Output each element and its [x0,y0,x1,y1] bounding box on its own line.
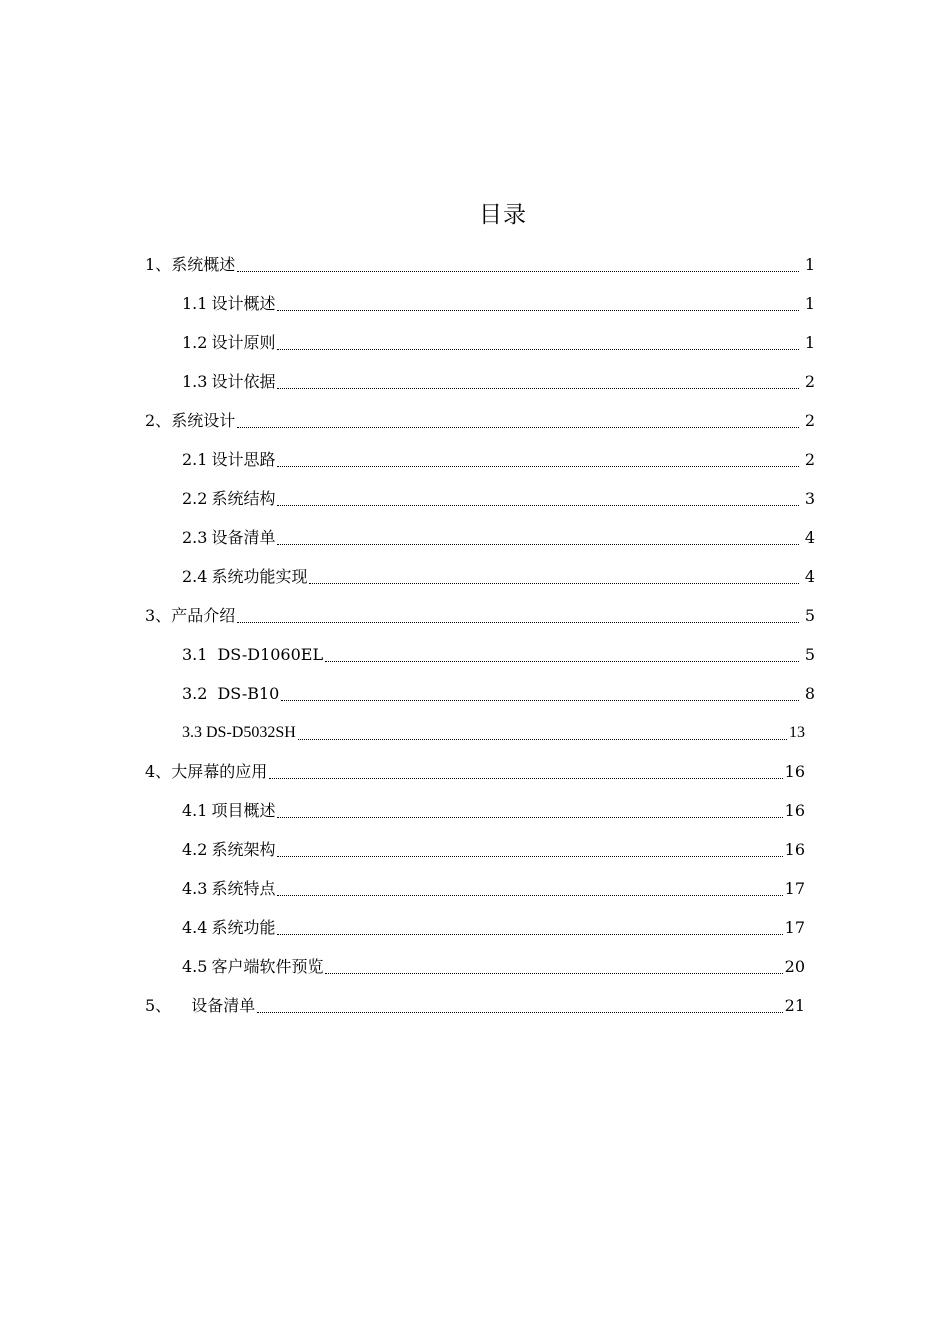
toc-dot-leader [277,388,799,389]
toc-entry[interactable] [182,877,805,901]
toc-entry-label: 设备清单 [191,996,256,1015]
toc-dot-leader [237,271,799,272]
toc-entry-page: 2 [804,450,815,469]
toc-entry-label: 系统特点 [211,879,276,898]
toc-dot-leader [237,427,799,428]
toc-entry[interactable] [182,565,815,589]
toc-entry-label: 系统功能 [211,918,276,937]
toc-entry-label: 项目概述 [211,801,276,820]
toc-entry-label: 产品介绍 [171,606,236,625]
toc-entry-label: DS-B10 [217,684,280,703]
toc-dot-leader [237,622,799,623]
toc-dot-leader [277,505,799,506]
toc-dot-leader [269,778,782,779]
toc-entry[interactable] [182,799,805,823]
toc-entry-number: 4.1 [182,801,208,820]
toc-entry[interactable] [182,838,805,862]
toc-entry[interactable] [145,253,815,277]
toc-entry[interactable] [182,721,805,745]
toc-entry-number: 2.2 [182,489,208,508]
toc-entry[interactable] [182,487,815,511]
toc-entry[interactable] [182,955,805,979]
toc-entry-label: 系统设计 [171,411,236,430]
toc-entry[interactable] [182,292,815,316]
toc-entry-number: 4.5 [182,957,208,976]
toc-entry[interactable] [182,526,815,550]
toc-dot-leader [281,700,799,701]
toc-entry-label: 系统概述 [171,255,236,274]
toc-entry-number: 3、 [145,606,172,625]
toc-dot-leader [298,739,787,740]
toc-entry-page: 17 [784,918,805,937]
toc-dot-leader [325,661,799,662]
toc-entry[interactable] [182,370,815,394]
toc-title: 目录 [479,202,527,228]
toc-entry-label: 客户端软件预览 [211,957,324,976]
toc-entry-number: 2、 [145,411,172,430]
toc-entry-number: 1.3 [182,372,208,391]
toc-entry-number: 3.1 [182,645,208,664]
toc-entry-number: 4、 [145,762,172,781]
toc-dot-leader [277,817,782,818]
toc-entry-page: 8 [804,684,815,703]
toc-entry-page: 17 [784,879,805,898]
toc-entry[interactable] [182,331,815,355]
toc-entry-page: 5 [804,645,815,664]
toc-entry-label: 设计概述 [211,294,276,313]
toc-entry[interactable] [145,760,805,784]
toc-entry-number: 3.3 [182,724,202,741]
toc-entry[interactable] [145,604,815,628]
toc-entry-page: 3 [804,489,815,508]
toc-entry-page: 16 [784,801,805,820]
toc-dot-leader [257,1012,782,1013]
toc-dot-leader [277,466,799,467]
toc-entry-number: 1.2 [182,333,208,352]
toc-entry-page: 5 [804,606,815,625]
toc-entry-label: 系统架构 [211,840,276,859]
toc-entry-label: 设计原则 [211,333,276,352]
toc-entry-number: 1、 [145,255,172,274]
toc-entry-page: 4 [804,567,815,586]
toc-entry[interactable] [145,994,805,1018]
toc-entry-number: 5、 [145,996,172,1015]
toc-entry[interactable] [182,643,815,667]
toc-entry-page: 2 [804,411,815,430]
toc-dot-leader [277,349,799,350]
toc-entry-number: 4.4 [182,918,208,937]
toc-entry-number: 2.1 [182,450,208,469]
toc-dot-leader [325,973,782,974]
toc-entry-label: 大屏幕的应用 [171,762,268,781]
toc-entry-number: 2.3 [182,528,208,547]
toc-entry[interactable] [182,916,805,940]
toc-entry-label: 系统结构 [211,489,276,508]
toc-entry-page: 1 [804,333,815,352]
toc-dot-leader [277,856,782,857]
toc-entry-page: 13 [789,724,805,741]
toc-entry-number: 3.2 [182,684,208,703]
toc-entry-number: 2.4 [182,567,208,586]
toc-entry-label: 系统功能实现 [211,567,308,586]
toc-entry-page: 2 [804,372,815,391]
toc-entry-number: 4.2 [182,840,208,859]
toc-entry-label: DS-D5032SH [206,724,296,741]
toc-entry-label: 设计依据 [211,372,276,391]
toc-entry-page: 1 [804,294,815,313]
toc-entry-label: DS-D1060EL [217,645,324,664]
toc-entry[interactable] [145,409,815,433]
toc-dot-leader [277,895,782,896]
toc-entry-label: 设计思路 [211,450,276,469]
toc-dot-leader [277,310,799,311]
toc-entry-page: 21 [784,996,805,1015]
toc-entry-page: 16 [784,840,805,859]
toc-entry[interactable] [182,448,815,472]
toc-dot-leader [309,583,799,584]
toc-entry-page: 4 [804,528,815,547]
toc-entry[interactable] [182,682,815,706]
toc-entry-number: 1.1 [182,294,208,313]
toc-entry-page: 1 [804,255,815,274]
toc-dot-leader [277,934,782,935]
toc-entry-label: 设备清单 [211,528,276,547]
toc-dot-leader [277,544,799,545]
toc-entry-page: 16 [784,762,805,781]
toc-entry-page: 20 [784,957,805,976]
toc-entry-number: 4.3 [182,879,208,898]
